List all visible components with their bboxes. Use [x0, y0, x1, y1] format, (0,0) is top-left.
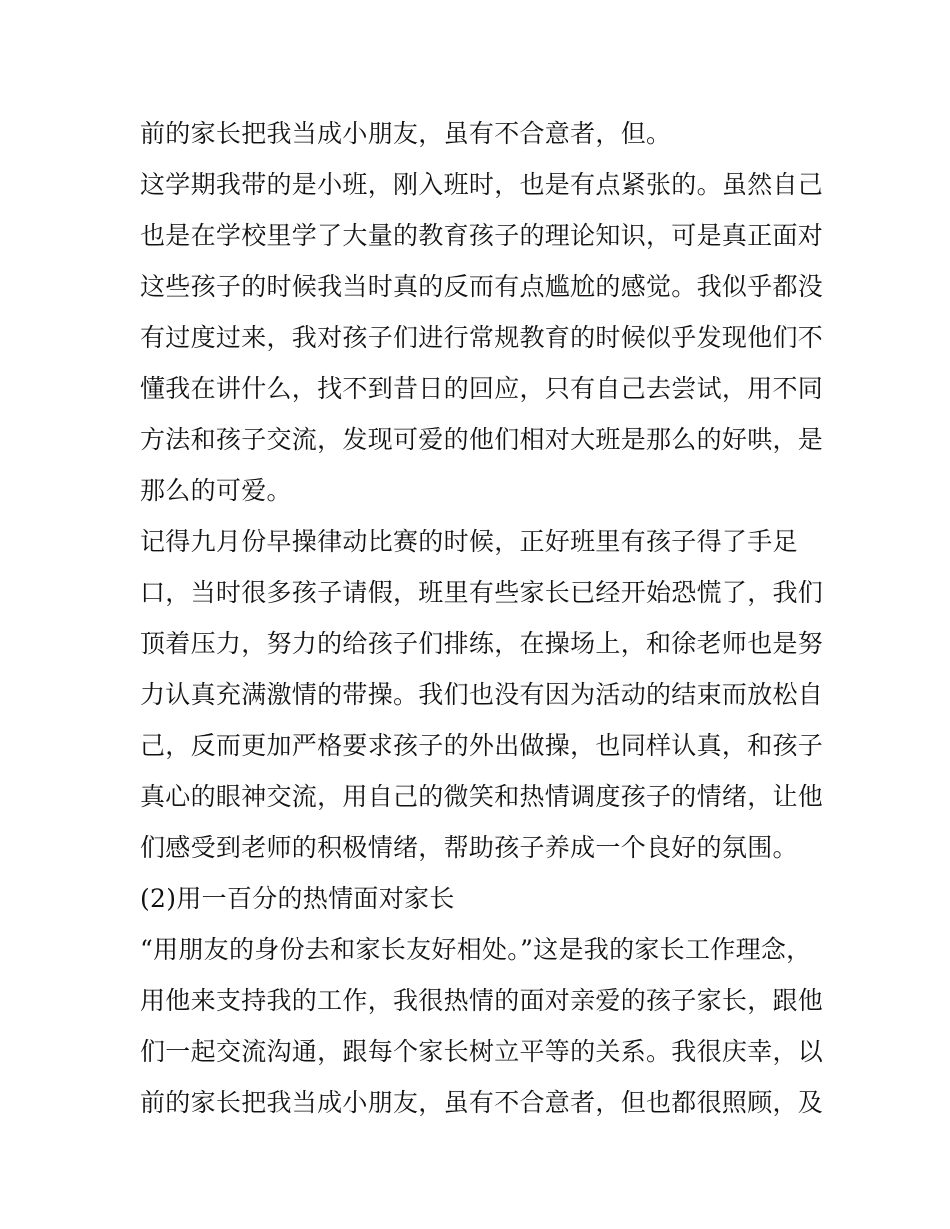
text-line: 前的家长把我当成小朋友，虽有不合意者，但。 [140, 119, 672, 148]
text-line: 用他来支持我的工作，我很热情的面对亲爱的孩子家长，跟他 [140, 986, 824, 1015]
text-line: 这些孩子的时候我当时真的反而有点尴尬的感觉。我似乎都没 [140, 272, 824, 301]
text-line: 这学期我带的是小班，刚入班时，也是有点紧张的。虽然自己 [140, 170, 824, 199]
text-line: “用朋友的身份去和家长友好相处。”这是我的家长工作理念， [140, 935, 812, 964]
text-line: 力认真充满激情的带操。我们也没有因为活动的结束而放松自 [140, 680, 824, 709]
text-line: 也是在学校里学了大量的教育孩子的理论知识，可是真正面对 [140, 221, 824, 250]
text-line: 己，反而更加严格要求孩子的外出做操，也同样认真，和孩子 [140, 731, 824, 760]
text-line: 顶着压力，努力的给孩子们排练，在操场上，和徐老师也是努 [140, 629, 824, 658]
text-line: 懂我在讲什么，找不到昔日的回应，只有自己去尝试，用不同 [140, 374, 824, 403]
text-line: 口，当时很多孩子请假，班里有些家长已经开始恐慌了，我们 [140, 578, 824, 607]
document-body [140, 108, 824, 1128]
text-line: 记得九月份早操律动比赛的时候，正好班里有孩子得了手足 [140, 527, 798, 556]
text-line: 真心的眼神交流，用自己的微笑和热情调度孩子的情绪，让他 [140, 782, 824, 811]
section-heading: (2)用一百分的热情面对家长 [140, 884, 455, 913]
text-line: 有过度过来，我对孩子们进行常规教育的时候似乎发现他们不 [140, 323, 824, 352]
text-line: 那么的可爱。 [140, 476, 292, 505]
text-line: 们感受到老师的积极情绪，帮助孩子养成一个良好的氛围。 [140, 833, 798, 862]
text-line: 们一起交流沟通，跟每个家长树立平等的关系。我很庆幸，以 [140, 1037, 824, 1066]
text-line: 前的家长把我当成小朋友，虽有不合意者，但也都很照顾，及 [140, 1088, 824, 1117]
text-line: 方法和孩子交流，发现可爱的他们相对大班是那么的好哄，是 [140, 425, 824, 454]
